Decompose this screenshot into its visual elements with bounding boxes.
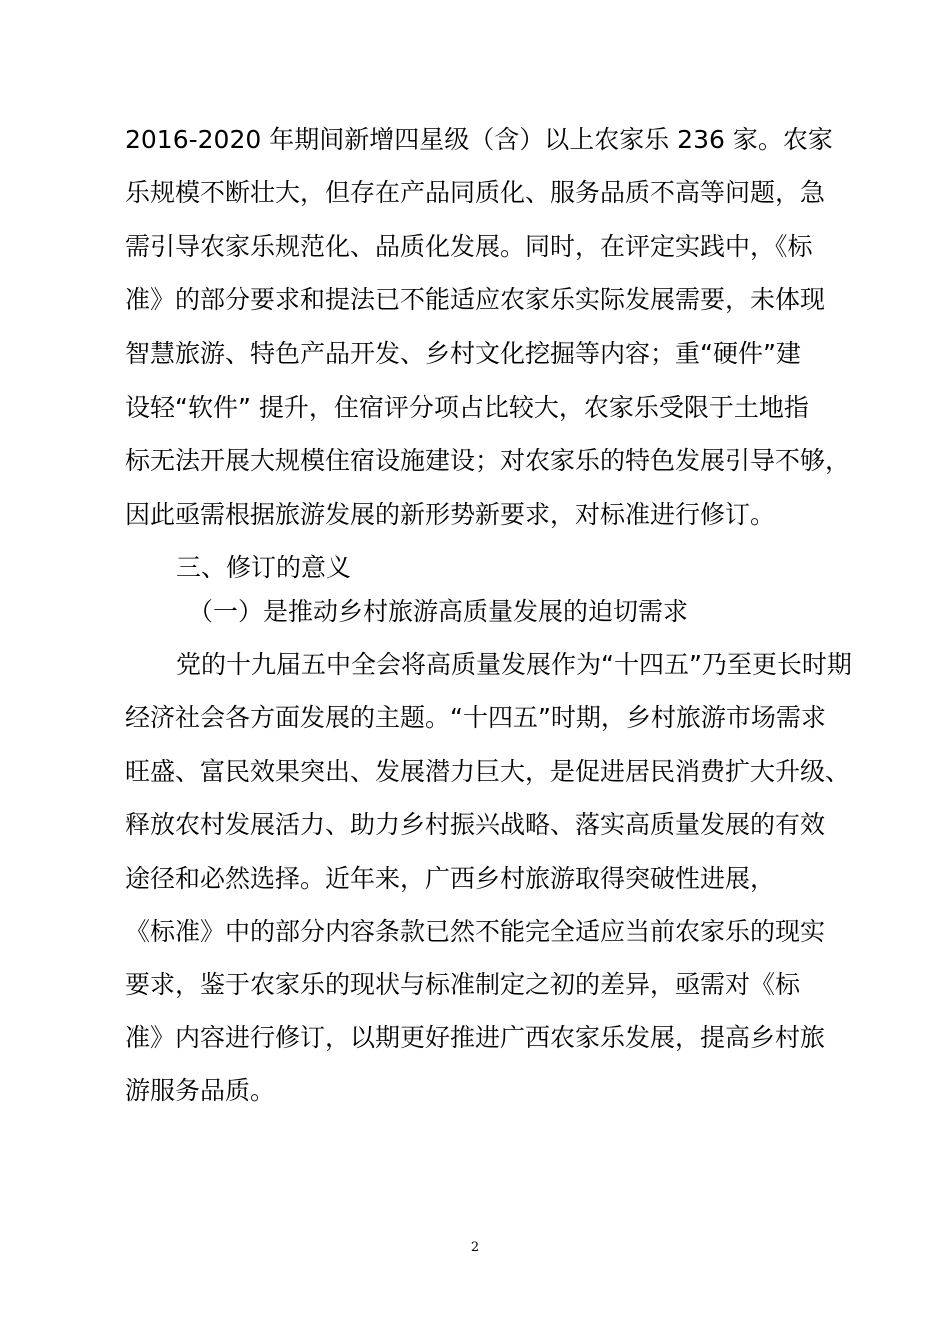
subsection-heading: （一）是推动乡村旅游高质量发展的迫切需求 [188, 597, 689, 626]
section-heading: 三、修订的意义 [176, 553, 352, 582]
paragraph-2-line-3: 旺盛、富民效果突出、发展潜力巨大，是促进居民消费扩大升级、 [125, 757, 851, 786]
paragraph-2-line-9: 游服务品质。 [125, 1076, 276, 1105]
paragraph-2-line-1: 党的十九届五中全会将高质量发展作为“十四五”乃至更长时期 [176, 650, 852, 679]
paragraph-1-line-1: 2016-2020 年期间新增四星级（含）以上农家乐 236 家。农家 [125, 125, 833, 154]
paragraph-2-line-4: 释放农村发展活力、助力乡村振兴战略、落实高质量发展的有效 [125, 810, 826, 839]
paragraph-1-line-6: 设轻“软件” 提升，住宿评分项占比较大，农家乐受限于土地指 [125, 393, 809, 422]
paragraph-1-line-5: 智慧旅游、特色产品开发、乡村文化挖掘等内容；重“硬件”建 [125, 339, 801, 368]
paragraph-1-line-2: 乐规模不断壮大，但存在产品同质化、服务品质不高等问题，急 [125, 178, 826, 207]
paragraph-1-line-4: 准》的部分要求和提法已不能适应农家乐实际发展需要，未体现 [125, 285, 826, 314]
paragraph-2-line-2: 经济社会各方面发展的主题。“十四五”时期，乡村旅游市场需求 [125, 703, 826, 732]
paragraph-2-line-6: 《标准》中的部分内容条款已然不能完全适应当前农家乐的现实 [125, 917, 826, 946]
paragraph-1-line-8: 因此亟需根据旅游发展的新形势新要求，对标准进行修订。 [125, 500, 776, 529]
paragraph-2-line-8: 准》内容进行修订，以期更好推进广西农家乐发展，提高乡村旅 [125, 1023, 826, 1052]
paragraph-2-line-7: 要求，鉴于农家乐的现状与标准制定之初的差异，亟需对《标 [125, 970, 801, 999]
paragraph-2-line-5: 途径和必然选择。近年来，广西乡村旅游取得突破性进展， [125, 864, 776, 893]
paragraph-1-line-7: 标无法开展大规模住宿设施建设；对农家乐的特色发展引导不够， [125, 446, 851, 475]
paragraph-1-line-3: 需引导农家乐规范化、品质化发展。同时，在评定实践中，《标 [125, 232, 813, 261]
page-number: 2 [470, 1240, 480, 1255]
